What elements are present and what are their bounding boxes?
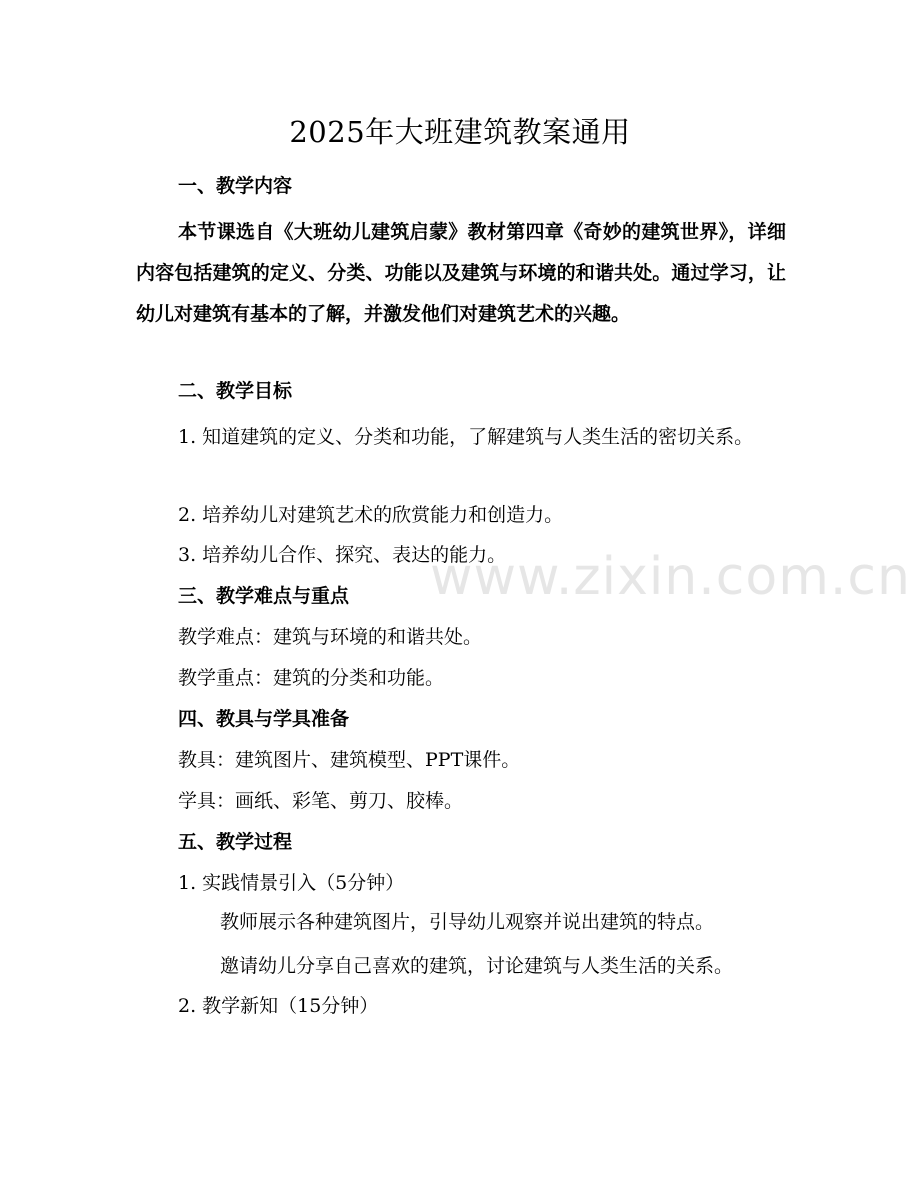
document-title: 2025年大班建筑教案通用 xyxy=(289,115,631,149)
section-heading-process: 五、教学过程 xyxy=(178,831,293,853)
teaching-aids: 教具：建筑图片、建筑模型、PPT课件。 xyxy=(178,749,521,771)
objective-item-3: 3. 培养幼儿合作、探究、表达的能力。 xyxy=(178,544,507,566)
section-heading-difficulty: 三、教学难点与重点 xyxy=(178,585,350,607)
objective-item-2: 2. 培养幼儿对建筑艺术的欣赏能力和创造力。 xyxy=(178,504,564,526)
content-paragraph: 本节课选自《大班幼儿建筑启蒙》教材第四章《奇妙的建筑世界》，详细内容包括建筑的定义、分类、功能以及建筑与环境的和谐共处。通过学习，让幼儿对建筑有基本的了解，并激发他们对建筑艺术的兴趣。 xyxy=(136,221,786,325)
teaching-key-point: 教学重点：建筑的分类和功能。 xyxy=(178,667,445,689)
process-step-1-detail-a: 教师展示各种建筑图片，引导幼儿观察并说出建筑的特点。 xyxy=(220,911,715,933)
section-heading-objectives: 二、教学目标 xyxy=(178,380,293,402)
process-step-1-detail-b: 邀请幼儿分享自己喜欢的建筑，讨论建筑与人类生活的关系。 xyxy=(220,955,734,977)
process-step-2: 2. 教学新知（15分钟） xyxy=(178,995,379,1017)
section-heading-materials: 四、教具与学具准备 xyxy=(178,708,350,730)
teaching-difficulty: 教学难点：建筑与环境的和谐共处。 xyxy=(178,626,483,648)
process-step-1: 1. 实践情景引入（5分钟） xyxy=(178,872,405,894)
objective-item-1: 1. 知道建筑的定义、分类和功能，了解建筑与人类生活的密切关系。 xyxy=(178,426,754,448)
watermark: www.zixin.com.cn xyxy=(430,547,911,607)
learning-aids: 学具：画纸、彩笔、剪刀、胶棒。 xyxy=(178,790,464,812)
section-heading-content: 一、教学内容 xyxy=(178,175,293,197)
